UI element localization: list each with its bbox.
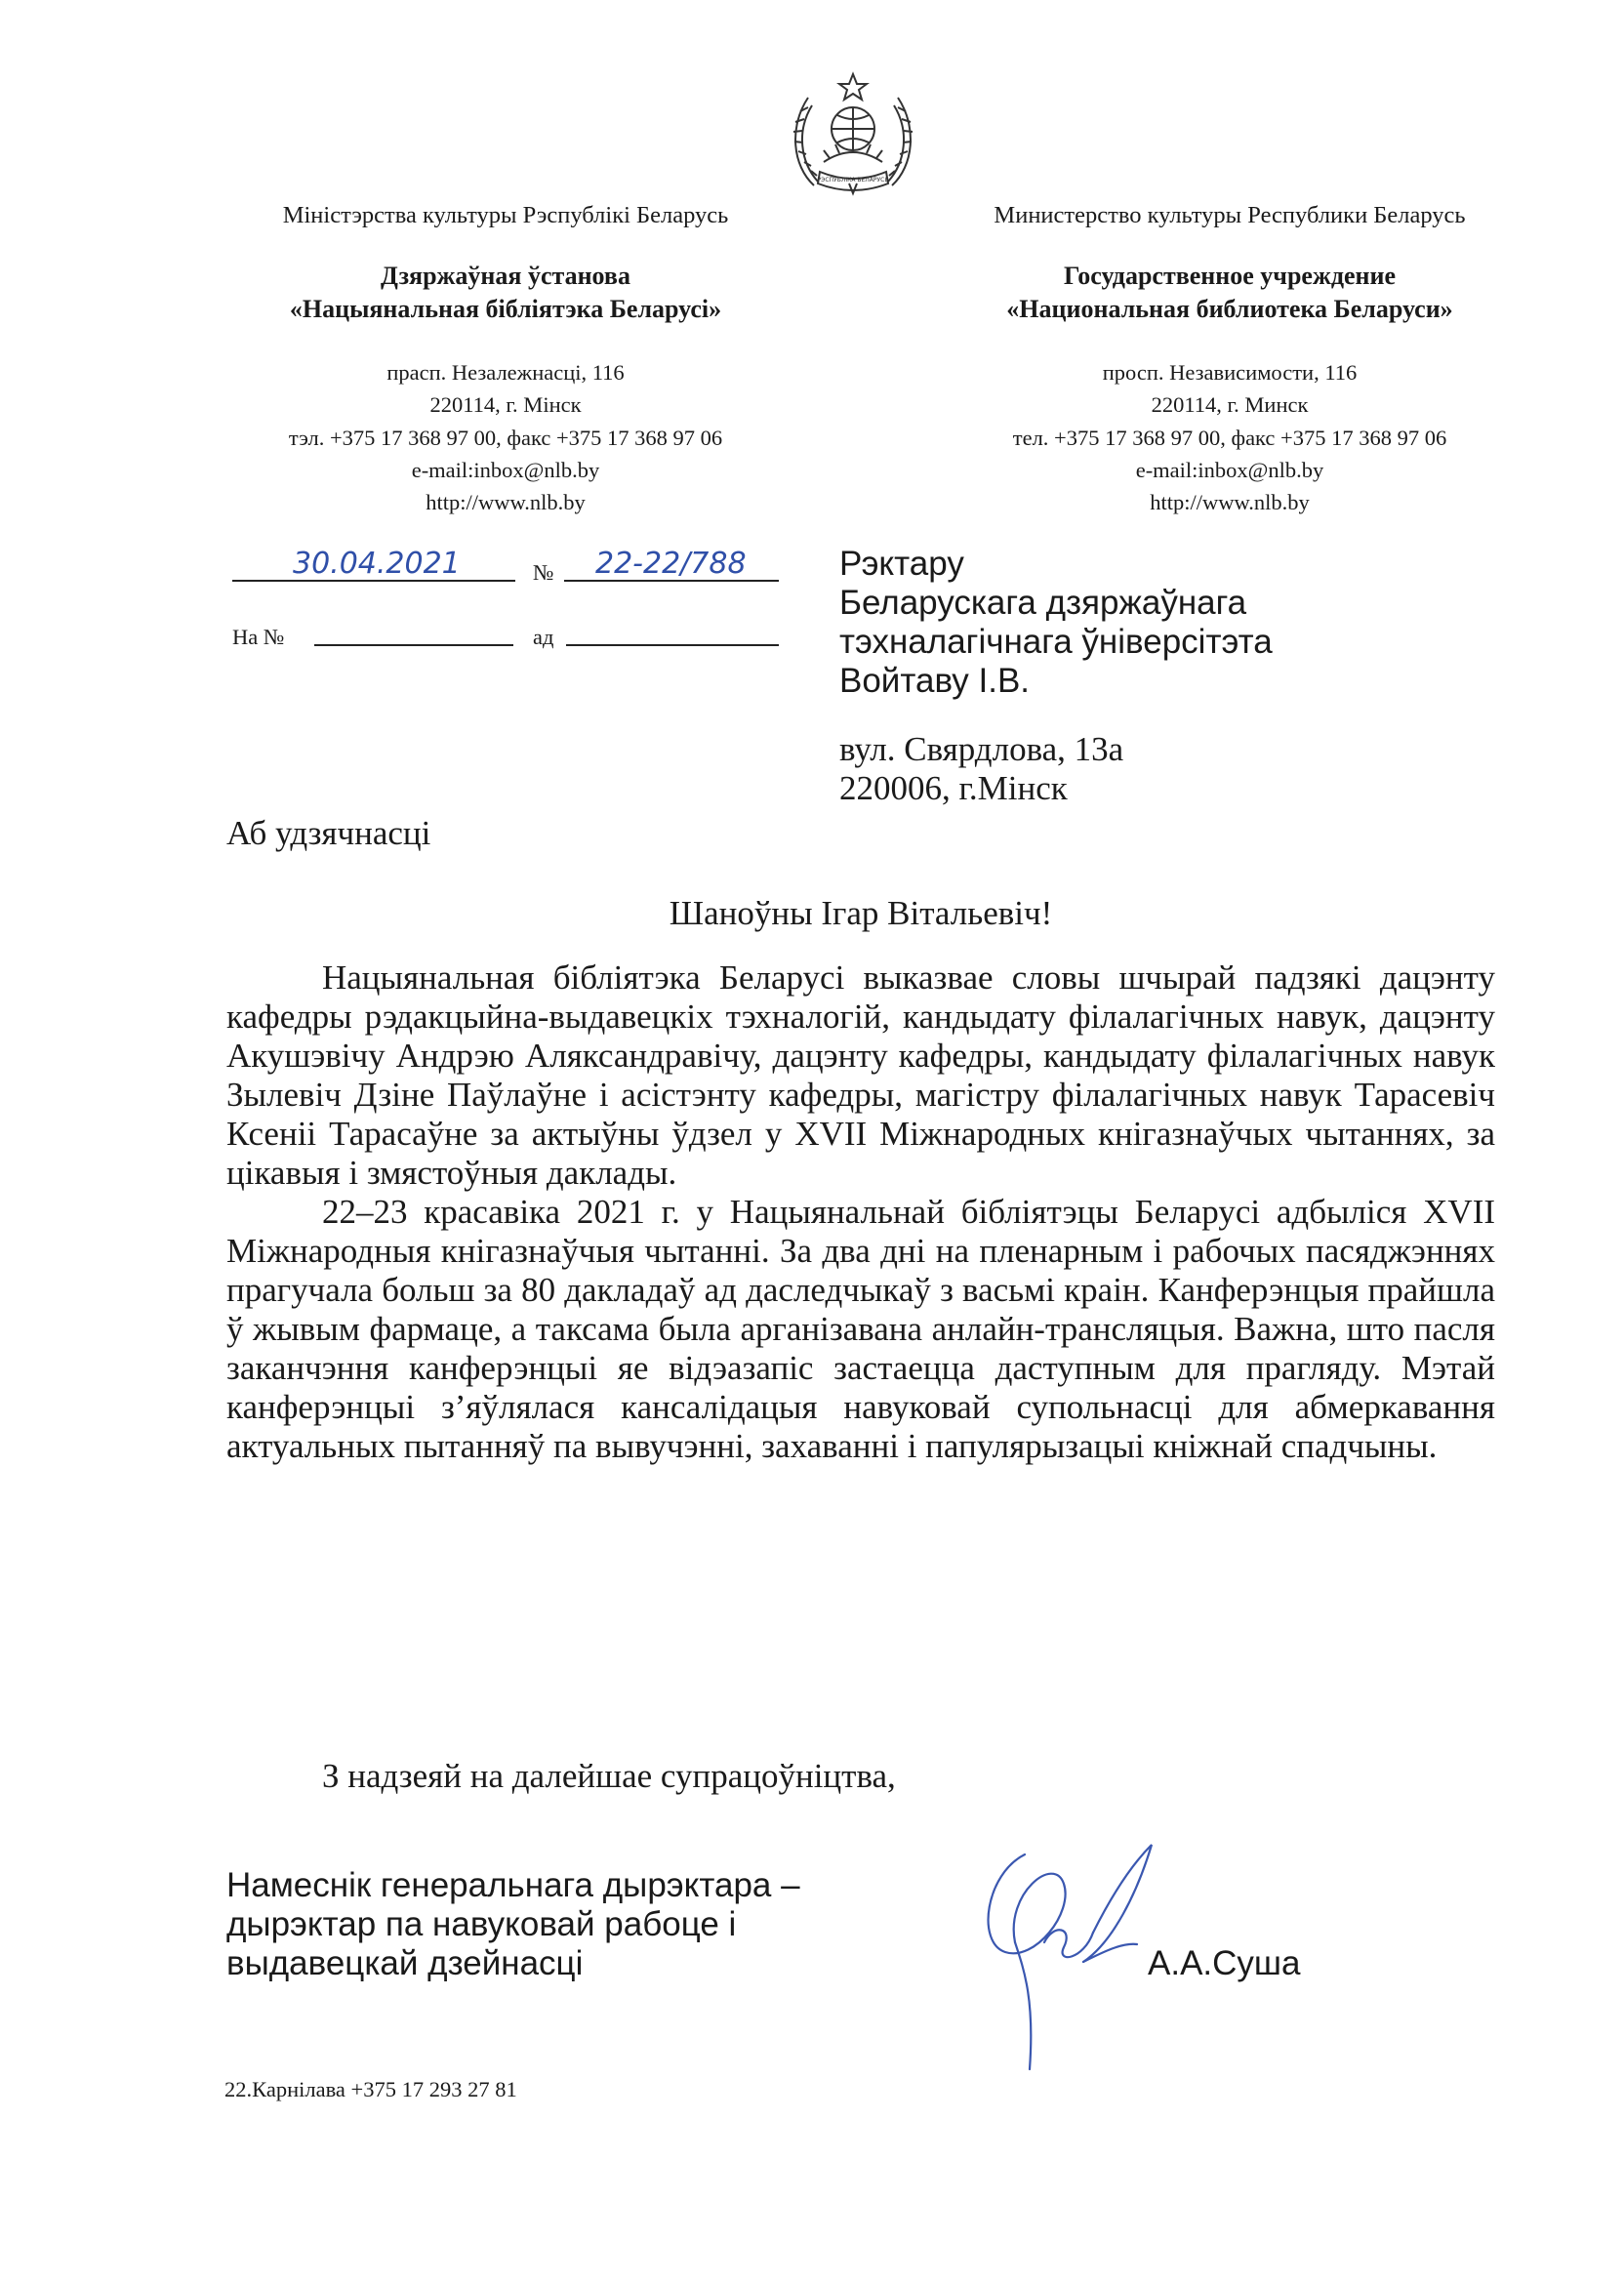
- ministry-ru: Министерство культуры Республики Беларусь: [994, 202, 1466, 228]
- signatory-title-3: выдавецкай дзейнасці: [226, 1944, 584, 1982]
- state-emblem-icon: [785, 68, 921, 205]
- letter-date: 30.04.2021: [293, 547, 461, 581]
- email-ru: e-mail:inbox@nlb.by: [1135, 458, 1324, 482]
- recipient-street: вул. Свярдлова, 13а: [839, 730, 1124, 768]
- web-ru: http://www.nlb.by: [1150, 490, 1310, 514]
- postal-by: 220114, г. Мінск: [429, 392, 582, 417]
- email-by: e-mail:inbox@nlb.by: [411, 458, 600, 482]
- salutation: Шаноўны Ігар Вітальевіч!: [669, 894, 1053, 932]
- letter-number: 22-22/788: [595, 547, 747, 581]
- executor-info: 22.Карнілава +375 17 293 27 81: [224, 2077, 517, 2101]
- body-paragraph-1: [226, 958, 1495, 1193]
- phone-ru: тел. +375 17 368 97 00, факс +375 17 368 97 06: [1012, 426, 1447, 450]
- emblem-motto: РЭСПУБЛІКА БЕЛАРУСЬ: [817, 177, 889, 183]
- body-paragraph-1-text: Нацыянальная бібліятэка Беларусі выказвае словы шчырай падзякі дацэнту кафедры рэдакцыйна-выдавецкіх тэхналогій, кандыдату філалагічных навук, дацэнту Акушэвічу Андрэю Аляксандравічу, дацэнту кафедры, кандыдату філалагічных навук Зылевіч Дзіне Паўлаўне і асістэнту кафедры, магістру філалагічных навук Тарасевіч Ксеніі Тарасаўне за актыўны ўдзел у XVII Міжнародных кнігазнаўчых чытаннях, за цікавыя і змястоўныя даклады.: [226, 958, 1495, 1192]
- ad-label: ад: [533, 625, 554, 649]
- org-name-by: «Нацыянальная бібліятэка Беларусі»: [289, 295, 722, 323]
- org-type-by: Дзяржаўная ўстанова: [381, 262, 630, 290]
- web-by: http://www.nlb.by: [426, 490, 586, 514]
- body-paragraph-2-text: 22–23 красавіка 2021 г. у Нацыянальнай бібліятэцы Беларусі адбыліся XVII Міжнародныя кнігазнаўчыя чытанні. За два дні на пленарным і рабочых пасяджэннях прагучала больш за 80 дакладаў ад даследчыкаў з васьмі краін. Канферэнцыя прайшла ў жывым фармаце, а таксама была арганізавана анлайн-трансляцыя. Важна, што пасля заканчэння канферэнцыі яе відэазапіс застаецца даступным для прагляду. Мэтай канферэнцыі з’яўлялася кансалідацыя навуковай супольнасці для абмеркавання актуальных пытанняў па вывучэнні, захаванні і папулярызацыі кніжнай спадчыны.: [226, 1193, 1495, 1465]
- number-sign: №: [533, 560, 554, 585]
- letter-body: [226, 958, 1495, 1466]
- closing-line: З надзеяй на далейшае супрацоўніцтва,: [322, 1757, 896, 1795]
- org-name-ru: «Национальная библиотека Беларуси»: [1006, 295, 1453, 323]
- recipient-line-2: Беларускага дзяржаўнага: [839, 584, 1247, 622]
- signatory-title-1: Намеснік генеральнага дырэктара –: [226, 1866, 800, 1904]
- letter-subject: Аб удзячнасці: [226, 814, 431, 852]
- org-type-ru: Государственное учреждение: [1063, 262, 1397, 290]
- recipient-line-3: тэхналагічнага ўніверсітэта: [839, 623, 1273, 661]
- body-paragraph-2: [226, 1193, 1495, 1466]
- address-by: прасп. Незалежнасці, 116: [386, 360, 625, 385]
- recipient-line-1: Рэктару: [839, 545, 964, 583]
- postal-ru: 220114, г. Минск: [1151, 392, 1309, 417]
- ad-line: [566, 644, 779, 646]
- phone-by: тэл. +375 17 368 97 00, факс +375 17 368 97 06: [288, 426, 723, 450]
- signatory-name: А.А.Суша: [1148, 1944, 1301, 1982]
- recipient-city: 220006, г.Мінск: [839, 769, 1068, 807]
- recipient-name: Войтаву І.В.: [839, 662, 1031, 700]
- na-label: На №: [232, 625, 285, 649]
- address-ru: просп. Независимости, 116: [1102, 360, 1358, 385]
- ministry-by: Міністэрства культуры Рэспублікі Беларусь: [282, 202, 729, 228]
- signatory-title-2: дырэктар па навуковай рабоце і: [226, 1905, 737, 1943]
- na-line: [314, 644, 513, 646]
